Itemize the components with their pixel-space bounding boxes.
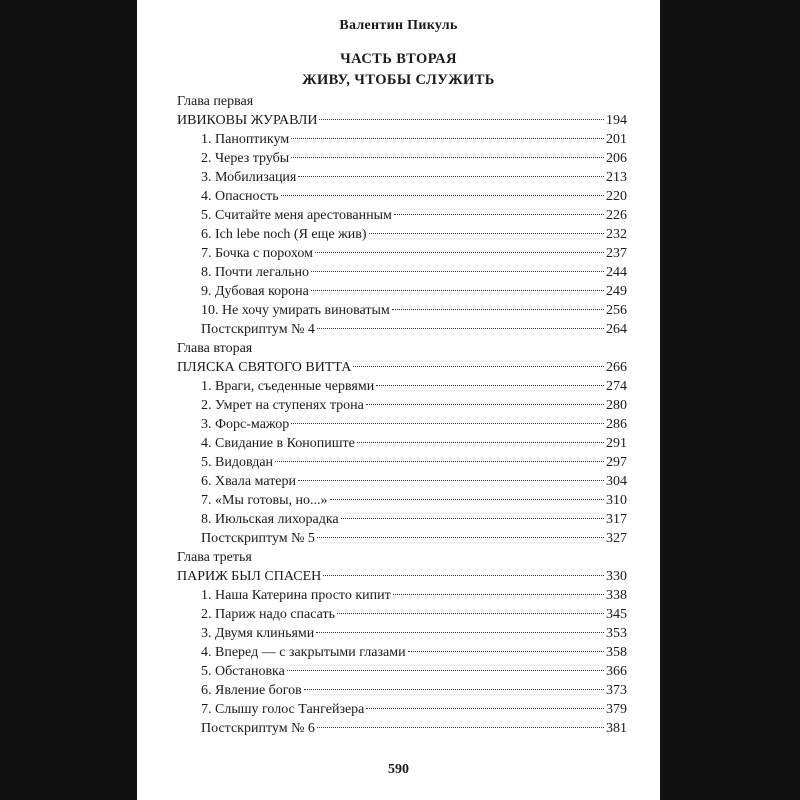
- section-title: 1. Паноптикум: [201, 132, 290, 147]
- dot-leader: [394, 214, 604, 215]
- section-title: 5. Считайте меня арестованным: [201, 208, 392, 223]
- toc-entry: [177, 510, 627, 529]
- toc-entry: [177, 282, 627, 301]
- section-page: 291: [606, 436, 627, 451]
- section-title: 2. Через трубы: [201, 151, 290, 166]
- chapter-title-entry: [177, 567, 627, 586]
- section-title: 7. Бочка с порохом: [201, 246, 313, 261]
- chapter-label: Глава вторая: [177, 341, 253, 356]
- section-title: 3. Двумя клиньями: [201, 626, 315, 641]
- chapter-title-entry: [177, 111, 627, 130]
- toc-entry: [177, 643, 627, 662]
- section-title: 8. Почти легально: [201, 265, 310, 280]
- chapter-title: ПЛЯСКА СВЯТОГО ВИТТА: [177, 360, 352, 375]
- dot-leader: [317, 537, 604, 538]
- section-title: 8. Июльская лихорадка: [201, 512, 339, 527]
- dot-leader: [330, 499, 604, 500]
- section-page: 232: [606, 227, 627, 242]
- section-page: 373: [606, 683, 627, 698]
- toc-entry: [177, 377, 627, 396]
- toc-entry: [177, 491, 627, 510]
- section-page: 264: [606, 322, 627, 337]
- dot-leader: [316, 632, 604, 633]
- section-title: 1. Наша Катерина просто кипит: [201, 588, 391, 603]
- book-page: [137, 0, 660, 800]
- section-page: 213: [606, 170, 627, 185]
- section-page: 256: [606, 303, 627, 318]
- chapter-label: Глава третья: [177, 550, 252, 565]
- part-title: ЧАСТЬ ВТОРАЯ: [340, 51, 457, 67]
- section-title: 7. «Мы готовы, но...»: [201, 493, 328, 508]
- section-title: 5. Видовдан: [201, 455, 274, 470]
- section-title: 6. Хвала матери: [201, 474, 297, 489]
- section-page: 249: [606, 284, 627, 299]
- section-page: 358: [606, 645, 627, 660]
- section-page: 201: [606, 132, 627, 147]
- section-title: 9. Дубовая корона: [201, 284, 309, 299]
- section-page: 297: [606, 455, 627, 470]
- section-page: 220: [606, 189, 627, 204]
- toc-entry: [177, 586, 627, 605]
- dot-leader: [315, 252, 604, 253]
- section-title: 3. Мобилизация: [201, 170, 297, 185]
- section-page: 338: [606, 588, 627, 603]
- dot-leader: [317, 727, 604, 728]
- toc-entry: [177, 605, 627, 624]
- dot-leader: [311, 290, 604, 291]
- section-page: 304: [606, 474, 627, 489]
- section-title: Постскриптум № 4: [201, 322, 315, 337]
- section-page: 286: [606, 417, 627, 432]
- section-page: 244: [606, 265, 627, 280]
- toc-entry: [177, 529, 627, 548]
- toc-entry: [177, 415, 627, 434]
- dot-leader: [357, 442, 604, 443]
- section-page: 366: [606, 664, 627, 679]
- chapter-title: ПАРИЖ БЫЛ СПАСЕН: [177, 569, 322, 584]
- dot-leader: [291, 138, 604, 139]
- chapter-label: Глава первая: [177, 94, 254, 109]
- dot-leader: [298, 176, 604, 177]
- toc-entry: [177, 149, 627, 168]
- toc-entry: [177, 472, 627, 491]
- toc-entry: [177, 301, 627, 320]
- chapter-page: 266: [606, 360, 627, 375]
- dot-leader: [353, 366, 604, 367]
- dot-leader: [376, 385, 604, 386]
- toc-entry: [177, 206, 627, 225]
- dot-leader: [319, 119, 604, 120]
- dot-leader: [291, 423, 604, 424]
- dot-leader: [298, 480, 604, 481]
- section-title: 10. Не хочу умирать виноватым: [201, 303, 390, 318]
- table-of-contents: [177, 92, 627, 738]
- toc-entry: [177, 719, 627, 738]
- toc-entry: [177, 187, 627, 206]
- toc-entry: [177, 168, 627, 187]
- section-title: 7. Слышу голос Тангейзера: [201, 702, 365, 717]
- section-page: 317: [606, 512, 627, 527]
- dot-leader: [369, 233, 604, 234]
- chapter-title-entry: [177, 358, 627, 377]
- section-page: 280: [606, 398, 627, 413]
- section-title: Постскриптум № 5: [201, 531, 315, 546]
- dot-leader: [366, 404, 604, 405]
- dot-leader: [311, 271, 604, 272]
- dot-leader: [323, 575, 604, 576]
- section-title: 5. Обстановка: [201, 664, 285, 679]
- toc-entry: [177, 320, 627, 339]
- toc-entry: [177, 244, 627, 263]
- section-title: Постскриптум № 6: [201, 721, 315, 736]
- section-title: 2. Париж надо спасать: [201, 607, 335, 622]
- section-page: 381: [606, 721, 627, 736]
- page-number: 590: [388, 762, 409, 777]
- toc-entry: [177, 225, 627, 244]
- toc-entry: [177, 681, 627, 700]
- section-title: 6. Ich lebe noch (Я еще жив): [201, 227, 367, 242]
- section-title: 4. Вперед — с закрытыми глазами: [201, 645, 406, 660]
- running-header-author: Валентин Пикуль: [339, 18, 458, 33]
- toc-entry: [177, 700, 627, 719]
- part-subtitle: ЖИВУ, ЧТОБЫ СЛУЖИТЬ: [302, 72, 495, 88]
- section-page: 310: [606, 493, 627, 508]
- scan-border-left: [0, 0, 137, 800]
- toc-entry: [177, 624, 627, 643]
- section-page: 226: [606, 208, 627, 223]
- section-page: 379: [606, 702, 627, 717]
- dot-leader: [304, 689, 604, 690]
- section-page: 237: [606, 246, 627, 261]
- dot-leader: [337, 613, 604, 614]
- section-title: 4. Свидание в Конопиште: [201, 436, 355, 451]
- chapter-page: 330: [606, 569, 627, 584]
- dot-leader: [392, 309, 604, 310]
- toc-entry: [177, 396, 627, 415]
- section-title: 6. Явление богов: [201, 683, 302, 698]
- section-page: 345: [606, 607, 627, 622]
- dot-leader: [408, 651, 604, 652]
- toc-entry: [177, 662, 627, 681]
- dot-leader: [291, 157, 604, 158]
- chapter-page: 194: [606, 113, 627, 128]
- dot-leader: [393, 594, 604, 595]
- dot-leader: [366, 708, 604, 709]
- section-title: 1. Враги, съеденные червями: [201, 379, 375, 394]
- toc-entry: [177, 453, 627, 472]
- toc-entry: [177, 434, 627, 453]
- scan-border-right: [660, 0, 800, 800]
- toc-entry: [177, 130, 627, 149]
- chapter-title: ИВИКОВЫ ЖУРАВЛИ: [177, 113, 318, 128]
- dot-leader: [341, 518, 604, 519]
- dot-leader: [275, 461, 604, 462]
- dot-leader: [317, 328, 604, 329]
- section-page: 353: [606, 626, 627, 641]
- toc-entry: [177, 263, 627, 282]
- dot-leader: [287, 670, 604, 671]
- section-title: 4. Опасность: [201, 189, 279, 204]
- dot-leader: [281, 195, 604, 196]
- section-page: 274: [606, 379, 627, 394]
- section-title: 3. Форс-мажор: [201, 417, 290, 432]
- section-page: 327: [606, 531, 627, 546]
- section-page: 206: [606, 151, 627, 166]
- section-title: 2. Умрет на ступенях трона: [201, 398, 364, 413]
